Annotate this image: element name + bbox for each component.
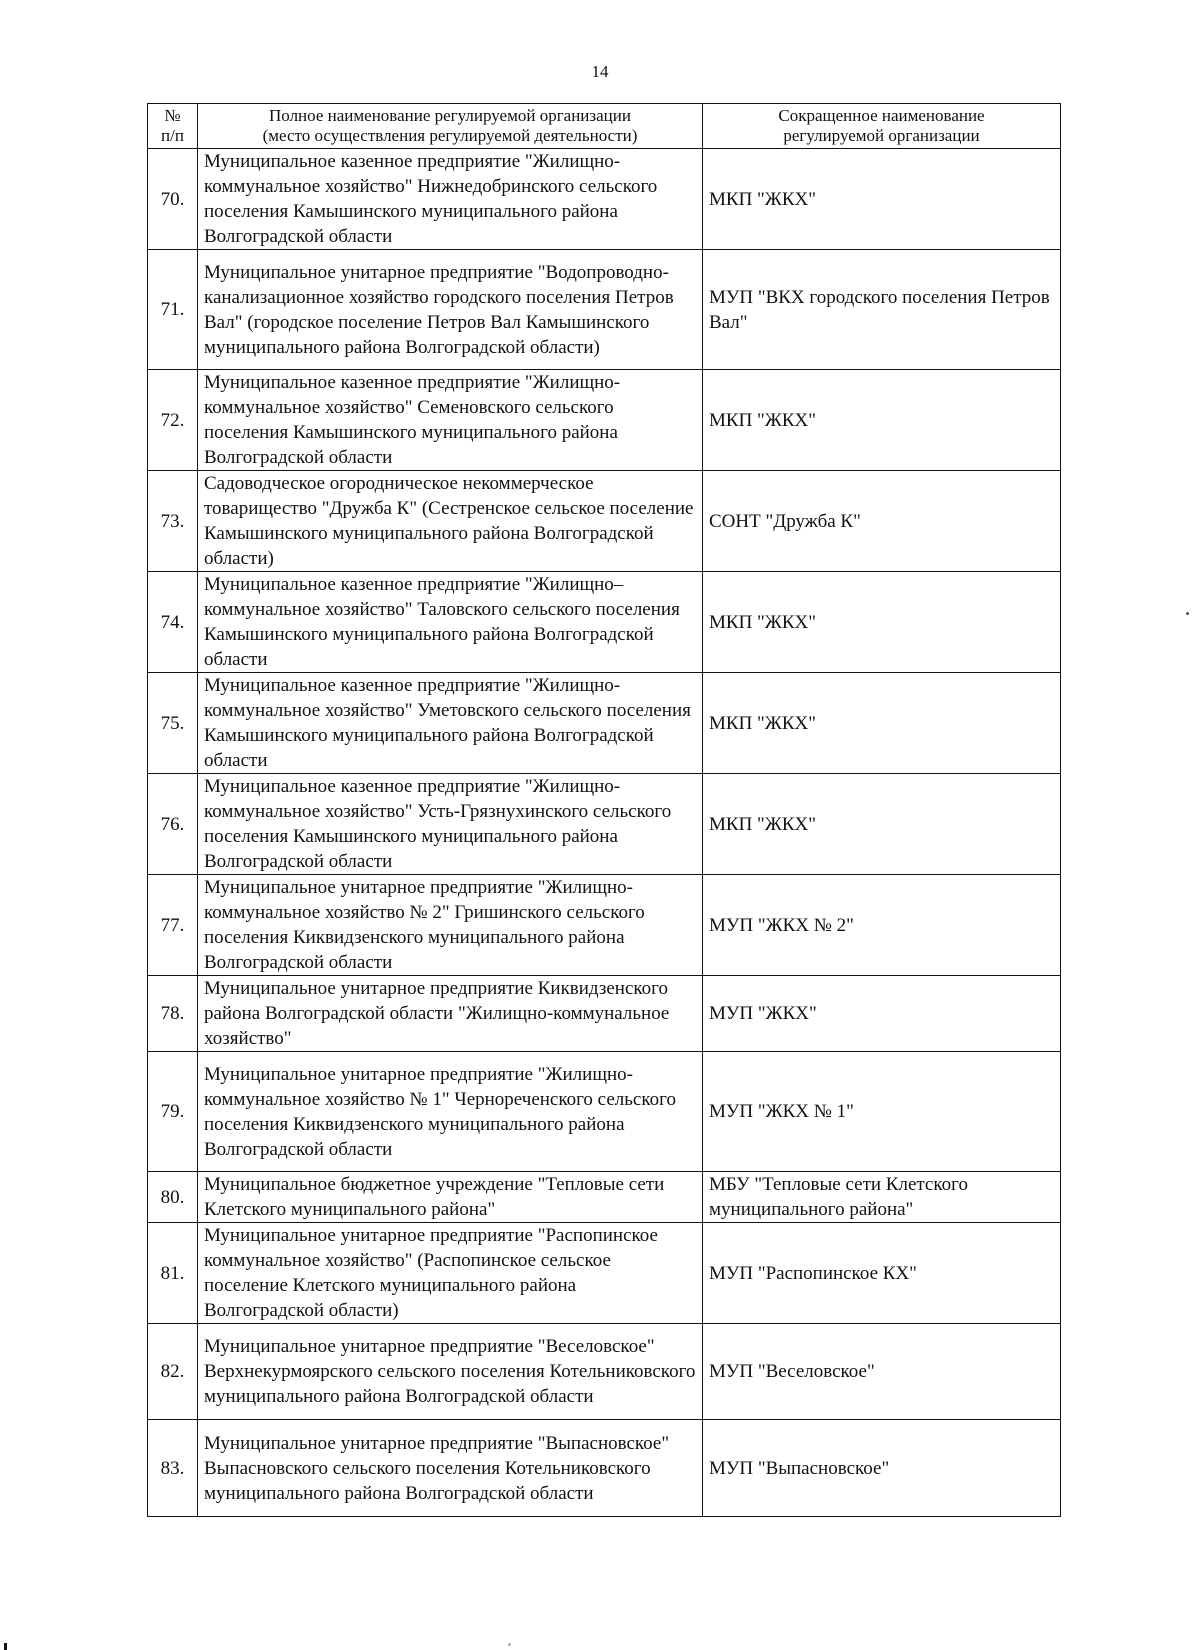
scan-speck (1186, 612, 1189, 615)
row-short-name: МКП "ЖКХ" (703, 673, 1061, 774)
table-row (148, 774, 1061, 875)
row-short-name: МУП "Выпасновское" (703, 1420, 1061, 1517)
row-short-name: СОНТ "Дружба К" (703, 471, 1061, 572)
table-row (148, 1052, 1061, 1172)
table-row (148, 673, 1061, 774)
row-number: 76. (148, 774, 198, 875)
table-row (148, 250, 1061, 370)
row-full-name: Муниципальное унитарное предприятие "Жилищно-коммунальное хозяйство № 1" Чернореченского сельского поселения Киквидзенского муниципального района Волгоградской области (198, 1052, 703, 1172)
row-number: 77. (148, 875, 198, 976)
scan-speck (4, 1643, 7, 1650)
row-number: 71. (148, 250, 198, 370)
row-short-name: МКП "ЖКХ" (703, 572, 1061, 673)
table-row (148, 976, 1061, 1052)
row-number: 81. (148, 1223, 198, 1324)
row-short-name: МБУ "Тепловые сети Клетского муниципального района" (703, 1172, 1061, 1223)
table-row (148, 1223, 1061, 1324)
row-full-name: Муниципальное казенное предприятие "Жилищно-коммунальное хозяйство" Семеновского сельского поселения Камышинского муниципального района Волгоградской области (198, 370, 703, 471)
table-row (148, 1172, 1061, 1223)
row-full-name: Муниципальное казенное предприятие "Жилищно-коммунальное хозяйство" Уметовского сельского поселения Камышинского муниципального района Волгоградской области (198, 673, 703, 774)
row-number: 75. (148, 673, 198, 774)
row-short-name: МУП "ЖКХ № 1" (703, 1052, 1061, 1172)
header-number-sign: № (164, 106, 181, 125)
row-number: 78. (148, 976, 198, 1052)
header-number (148, 104, 198, 149)
row-short-name: МУП "Веселовское" (703, 1324, 1061, 1420)
row-number: 80. (148, 1172, 198, 1223)
row-number: 72. (148, 370, 198, 471)
row-number: 79. (148, 1052, 198, 1172)
row-full-name: Садоводческое огородническое некоммерческое товарищество "Дружба К" (Сестренское сельское поселение Камышинского муниципального района Волгоградской области) (198, 471, 703, 572)
page-number: 14 (591, 62, 609, 81)
header-full-name-line1: Полное наименование регулируемой организации (269, 106, 631, 125)
header-number-abbr: п/п (161, 126, 184, 145)
row-full-name: Муниципальное казенное предприятие "Жилищно–коммунальное хозяйство" Таловского сельского поселения Камышинского муниципального района Волгоградской области (198, 572, 703, 673)
table-row (148, 149, 1061, 250)
row-short-name: МУП "ЖКХ" (703, 976, 1061, 1052)
row-number: 73. (148, 471, 198, 572)
row-short-name: МКП "ЖКХ" (703, 370, 1061, 471)
header-short-name-line1: Сокращенное наименование (778, 106, 985, 125)
scan-speck (508, 1643, 511, 1646)
row-full-name: Муниципальное казенное предприятие "Жилищно-коммунальное хозяйство" Нижнедобринского сельского поселения Камышинского муниципального района Волгоградской области (198, 149, 703, 250)
registry-table (147, 103, 1061, 1517)
row-full-name: Муниципальное казенное предприятие "Жилищно-коммунальное хозяйство" Усть-Грязнухинского сельского поселения Камышинского муниципального района Волгоградской области (198, 774, 703, 875)
header-full-name-line2: (место осуществления регулируемой деятельности) (262, 126, 638, 145)
header-short-name (703, 104, 1061, 149)
row-number: 70. (148, 149, 198, 250)
row-full-name: Муниципальное унитарное предприятие "Водопроводно-канализационное хозяйство городского поселения Петров Вал" (городское поселение Петров Вал Камышинского муниципального района Волгоградской области) (198, 250, 703, 370)
table-row (148, 1420, 1061, 1517)
row-full-name: Муниципальное унитарное предприятие "Выпасновское" Выпасновского сельского поселения Котельниковского муниципального района Волгоградской области (198, 1420, 703, 1517)
row-full-name: Муниципальное унитарное предприятие Киквидзенского района Волгоградской области "Жилищно-коммунальное хозяйство" (198, 976, 703, 1052)
header-short-name-line2: регулируемой организации (783, 126, 980, 145)
table-row (148, 572, 1061, 673)
row-number: 82. (148, 1324, 198, 1420)
row-number: 74. (148, 572, 198, 673)
row-short-name: МУП "ЖКХ № 2" (703, 875, 1061, 976)
row-number: 83. (148, 1420, 198, 1517)
row-full-name: Муниципальное унитарное предприятие "Жилищно-коммунальное хозяйство № 2" Гришинского сельского поселения Киквидзенского муниципального района Волгоградской области (198, 875, 703, 976)
table-row (148, 1324, 1061, 1420)
table-row (148, 471, 1061, 572)
header-full-name (198, 104, 703, 149)
row-short-name: МУП "Распопинское КХ" (703, 1223, 1061, 1324)
table-row (148, 875, 1061, 976)
row-full-name: Муниципальное бюджетное учреждение "Тепловые сети Клетского муниципального района" (198, 1172, 703, 1223)
row-full-name: Муниципальное унитарное предприятие "Распопинское коммунальное хозяйство" (Распопинское сельское поселение Клетского муниципального района Волгоградской области) (198, 1223, 703, 1324)
table-row (148, 370, 1061, 471)
row-short-name: МУП "ВКХ городского поселения Петров Вал" (703, 250, 1061, 370)
table-header-row (148, 104, 1061, 149)
row-short-name: МКП "ЖКХ" (703, 774, 1061, 875)
row-short-name: МКП "ЖКХ" (703, 149, 1061, 250)
row-full-name: Муниципальное унитарное предприятие "Веселовское" Верхнекурмоярского сельского поселения Котельниковского муниципального района Волгоградской области (198, 1324, 703, 1420)
